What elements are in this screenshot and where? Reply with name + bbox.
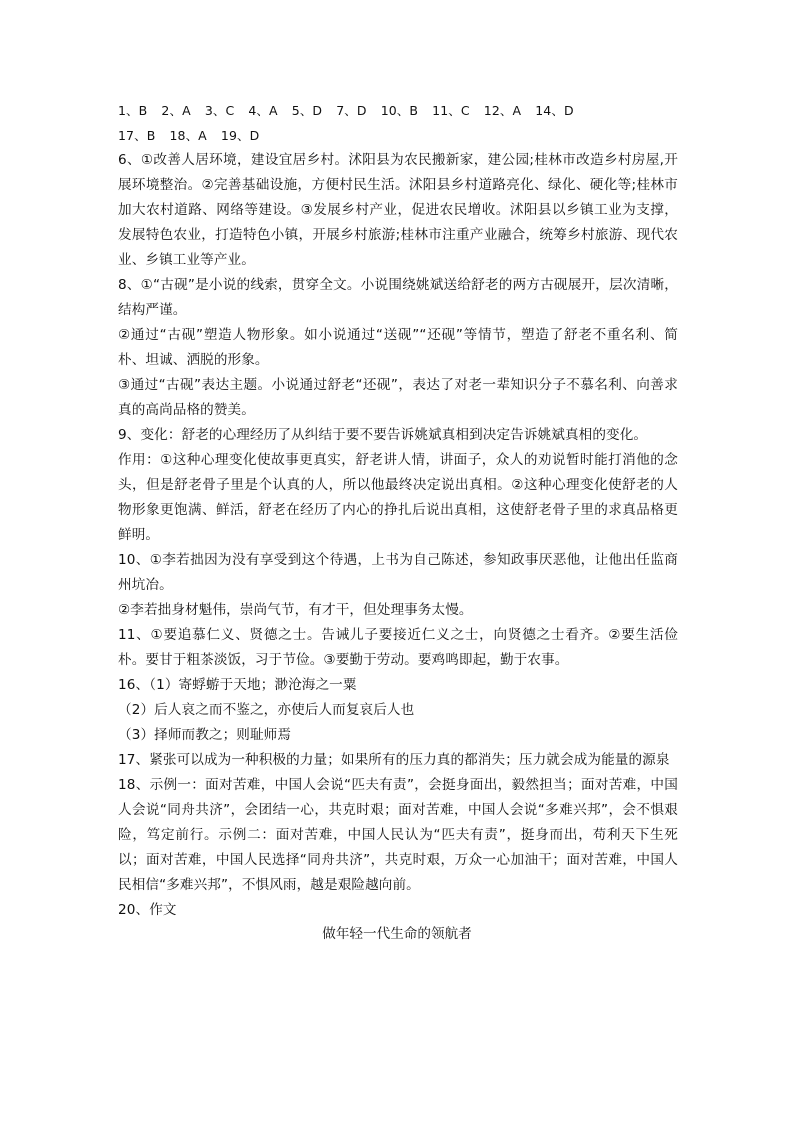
choice-answer: 18、A: [169, 128, 207, 143]
choice-answer: 19、D: [220, 128, 260, 143]
choice-answer: 14、D: [535, 103, 574, 118]
answer-q20: 20、作文: [118, 902, 177, 918]
choice-answer: 1、B: [118, 103, 148, 118]
answer-q9-effect: 作用：①这种心理变化使故事更真实，舒老讲人情，讲面子，众人的劝说暂时能打消他的念头，但是舒老骨子里是个认真的人，所以他最终决定说出真相。②这种心理变化使舒老的人物形象更饱满、鲜活，舒老在经历了内心的挣扎后说出真相，这使舒老骨子里的求真品格更鲜明。: [118, 452, 678, 543]
answer-q11: 11、①要追慕仁义、贤德之士。告诫儿子要接近仁义之士，向贤德之士看齐。②要生活俭朴。要甘于粗茶淡饭，习于节俭。③要勤于劳动。要鸡鸣即起，勤于农事。: [118, 627, 678, 668]
answer-q10-part-2: ②李若拙身材魁伟，崇尚气节，有才干，但处理事务太慢。: [118, 602, 473, 618]
answer-q9-change: 9、变化：舒老的心理经历了从纠结于要不要告诉姚斌真相到决定告诉姚斌真相的变化。: [118, 427, 648, 443]
answer-q16-part-3: （3）择师而教之；则耻师焉: [118, 727, 292, 743]
answer-q16-part-2: （2）后人哀之而不鉴之，亦使后人而复哀后人也: [118, 702, 415, 718]
answer-q8-part-2: ②通过“古砚”塑造人物形象。如小说通过“送砚”“还砚”等情节，塑造了舒老不重名利、简朴、坦诚、洒脱的形象。: [118, 327, 678, 368]
essay-title: 做年轻一代生命的领航者: [322, 926, 472, 942]
choice-answer: 4、A: [248, 103, 278, 118]
choice-answer: 11、C: [432, 103, 470, 118]
choice-answer: 5、D: [291, 103, 323, 118]
answer-key-content: [118, 98, 678, 923]
choice-answer: 17、B: [118, 128, 156, 143]
choice-answer: 12、A: [483, 103, 522, 118]
answer-q17: 17、紧张可以成为一种积极的力量；如果所有的压力真的都消失；压力就会成为能量的源泉: [118, 752, 670, 768]
answer-q10-part-1: 10、①李若拙因为没有享受到这个待遇，上书为自己陈述，参知政事厌恶他，让他出任监商州坑冶。: [118, 552, 678, 593]
answer-q6: 6、①改善人居环境，建设宜居乡村。沭阳县为农民搬新家，建公园;桂林市改造乡村房屋,开展环境整治。②完善基础设施，方便村民生活。沭阳县乡村道路亮化、绿化、硬化等;桂林市加大农村道路、网络等建设。③发展乡村产业，促进农民增收。沭阳县以乡镇工业为支撑，发展特色农业，打造特色小镇，开展乡村旅游;桂林市注重产业融合，统筹乡村旅游、现代农业、乡镇工业等产业。: [118, 152, 678, 268]
choice-answers-row-2: [118, 123, 678, 148]
answer-q18: 18、示例一：面对苦难，中国人会说“匹夫有责”，会挺身面出，毅然担当；面对苦难，中国人会说“同舟共济”，会团结一心，共克时艰；面对苦难，中国人会说“多难兴邦”，会不惧艰险，笃定前行。示例二：面对苦难，中国人民认为“匹夫有责”，挺身而出，苟利天下生死以；面对苦难，中国人民选择“同舟共济”，共克时艰，万众一心加油干；面对苦难，中国人民相信“多难兴邦”，不惧风雨，越是艰险越向前。: [118, 777, 678, 893]
answer-q16-part-1: 16、（1）寄蜉蝣于天地；渺沧海之一粟: [118, 677, 357, 693]
choice-answer: 10、B: [380, 103, 419, 118]
answer-q8-part-1: 8、①“古砚”是小说的线索，贯穿全文。小说围绕姚斌送给舒老的两方古砚展开，层次清晰，结构严谨。: [118, 277, 678, 318]
answer-q8-part-3: ③通过“古砚”表达主题。小说通过舒老“还砚”，表达了对老一辈知识分子不慕名利、向善求真的高尚品格的赞美。: [118, 377, 678, 418]
choice-answer: 7、D: [336, 103, 367, 118]
choice-answer: 2、A: [161, 103, 191, 118]
choice-answers-row-1: [118, 98, 678, 123]
choice-answer: 3、C: [204, 103, 235, 118]
